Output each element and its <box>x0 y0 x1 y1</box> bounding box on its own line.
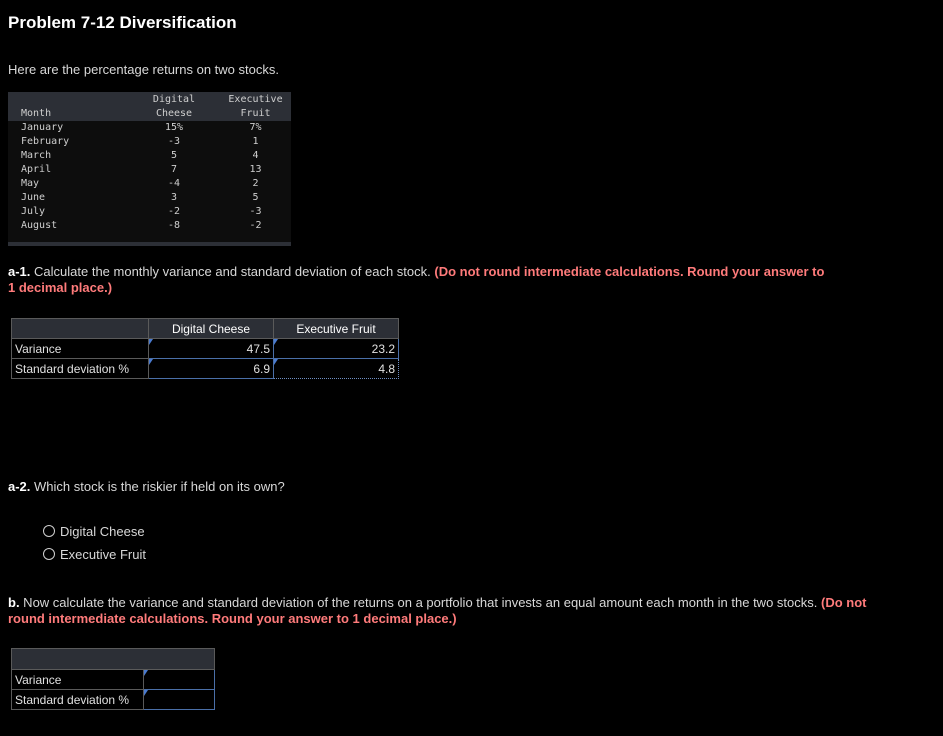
sd-digital-cheese-input[interactable]: 6.9 <box>149 359 274 379</box>
radio-circle-icon[interactable] <box>43 548 55 560</box>
question-b: b. Now calculate the variance and standard deviation of the returns on a portfolio that invests an equal amount each month in the two stocks. (Do not round intermediate calculations. Round your answer to 1 decimal place.) <box>8 595 867 626</box>
row-label-variance: Variance <box>12 339 149 359</box>
question-a2: a-2. Which stock is the riskier if held on its own? <box>8 479 285 494</box>
table-scrollbar <box>8 242 291 246</box>
table-row: April 7 13 <box>21 164 262 175</box>
table-row: May -4 2 <box>21 178 259 189</box>
table-row: January 15% 7% <box>21 122 262 133</box>
table-row: February -3 1 <box>21 136 259 147</box>
col-executive-fruit: Executive Fruit <box>274 319 399 339</box>
portfolio-variance-input[interactable] <box>143 670 214 690</box>
header-month: Month <box>21 108 52 119</box>
returns-table <box>8 92 291 246</box>
page-title: Problem 7-12 Diversification <box>8 13 237 32</box>
intro-text: Here are the percentage returns on two stocks. <box>8 62 279 77</box>
table-row: July -2 -3 <box>21 206 262 217</box>
row-label-sd: Standard deviation % <box>12 690 144 710</box>
question-a1: a-1. Calculate the monthly variance and standard deviation of each stock. (Do not round intermediate calculations. Round your answer to 1 decimal place.) <box>8 264 825 295</box>
sd-executive-fruit-input[interactable]: 4.8 <box>274 359 399 379</box>
radio-circle-icon[interactable] <box>43 525 55 537</box>
row-label-variance: Variance <box>12 670 144 690</box>
variance-executive-fruit-input[interactable]: 23.2 <box>274 339 399 359</box>
table-row: March 5 4 <box>21 150 259 161</box>
radio-executive-fruit[interactable]: Executive Fruit <box>43 547 146 562</box>
portfolio-sd-input[interactable] <box>143 690 214 710</box>
header-executive-fruit: Executive Fruit <box>228 94 283 119</box>
radio-digital-cheese[interactable]: Digital Cheese <box>43 524 145 539</box>
header-digital-cheese: Digital Cheese <box>152 94 196 119</box>
table-row: August -8 -2 <box>21 220 262 231</box>
col-digital-cheese: Digital Cheese <box>149 319 274 339</box>
a1-answer-table <box>11 318 399 379</box>
returns-table-header <box>8 92 291 121</box>
row-label-sd: Standard deviation % <box>12 359 149 379</box>
b-answer-table <box>11 648 215 710</box>
table-row: June 3 5 <box>21 192 259 203</box>
variance-digital-cheese-input[interactable]: 47.5 <box>149 339 274 359</box>
